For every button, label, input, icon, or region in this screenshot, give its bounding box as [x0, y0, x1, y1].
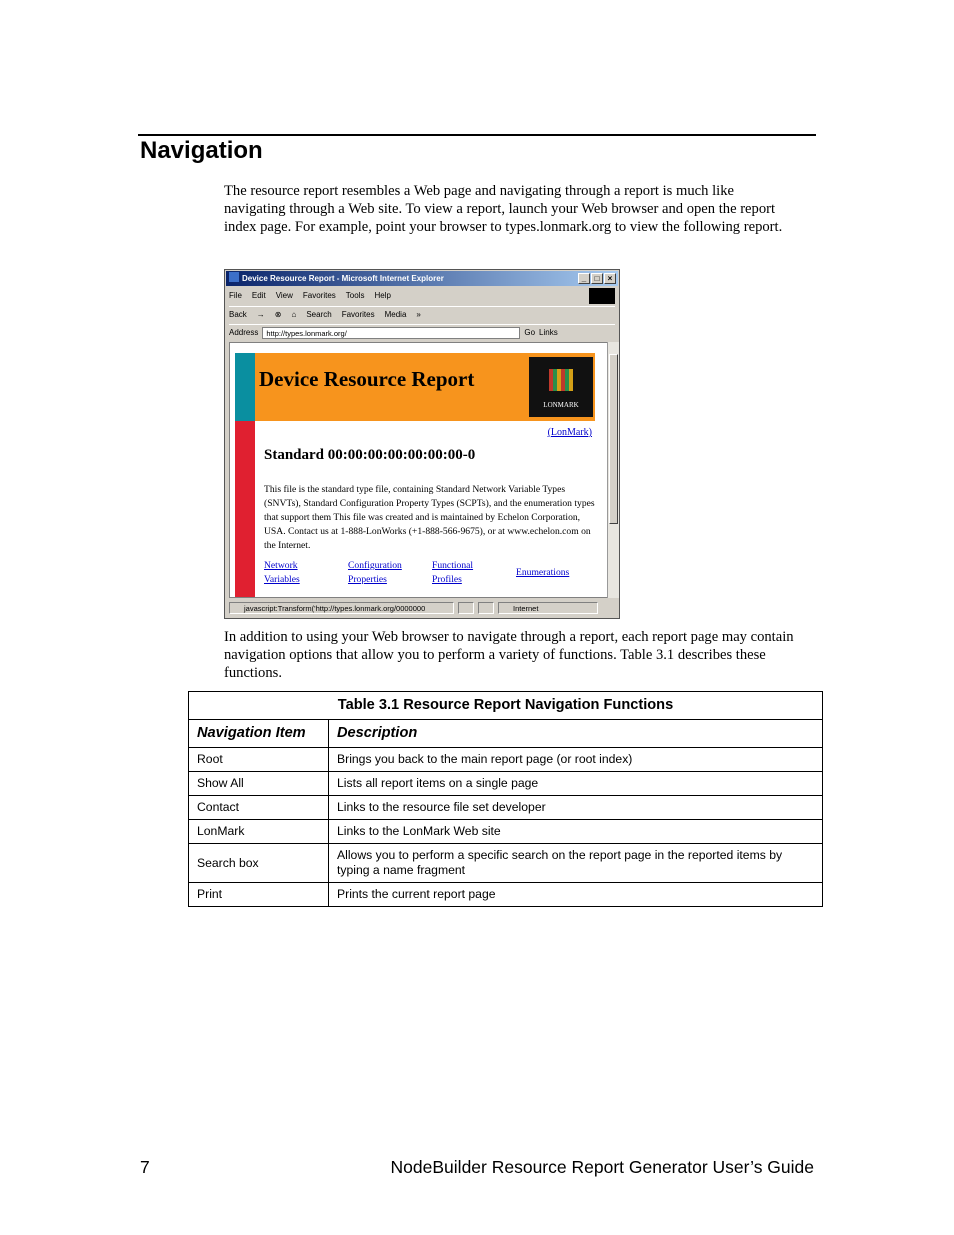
table-row — [189, 796, 823, 820]
table-cell-item: Contact — [189, 796, 329, 820]
go-button: Go — [524, 328, 536, 337]
favorites-button: Favorites — [341, 310, 375, 319]
status-bar — [229, 601, 615, 615]
table-cell-item: Print — [189, 883, 329, 907]
page-viewport — [229, 342, 609, 598]
menu-file: File — [229, 291, 242, 300]
stop-button: ⊗ — [274, 310, 282, 319]
navigation-functions-table — [188, 691, 823, 907]
status-cell — [478, 602, 494, 614]
table-cell-item: LonMark — [189, 820, 329, 844]
lonmark-logo-icon — [549, 369, 573, 391]
table-row — [189, 748, 823, 772]
section-rule — [138, 134, 816, 136]
after-figure-paragraph: In addition to using your Web browser to navigate through a report, each report page may contain navigation options that allow you to perform a variety of functions. Table 3.1 describes these functions. — [224, 629, 794, 681]
window-titlebar — [226, 271, 618, 286]
close-button: × — [604, 273, 616, 284]
forward-button: → — [256, 310, 265, 319]
browser-screenshot — [224, 269, 620, 619]
ie-icon — [229, 272, 239, 282]
lonmark-link: (LonMark) — [547, 427, 592, 438]
lonmark-logo-text: LONMARK — [543, 401, 579, 409]
table-cell-item: Show All — [189, 772, 329, 796]
table-cell-description: Prints the current report page — [329, 883, 823, 907]
table-cell-item: Root — [189, 748, 329, 772]
red-sidebar-bar — [235, 421, 255, 597]
standard-description: This file is the standard type file, containing Standard Network Variable Types (SNVTs), Standard Configuration Property Types (SCPTs), and the enumeration types that support them This file was created and is maintained by Echelon Corporation, USA. Contact us at 1-888-LonWorks (+1-888-566-9675), or at www.echelon.com on the Internet. — [264, 484, 595, 551]
network-variables-link: Network Variables — [264, 560, 300, 585]
table-row — [189, 820, 823, 844]
footer-title: NodeBuilder Resource Report Generator User’s Guide — [390, 1157, 814, 1177]
media-button: Media — [384, 310, 407, 319]
menu-view: View — [275, 291, 293, 300]
table-cell-description: Allows you to perform a specific search on the report page in the reported items by typing a name fragment — [329, 844, 823, 883]
intro-paragraph: The resource report resembles a Web page and navigating through a report is much like navigating through a Web site. To view a report, launch your Web browser and open the report index page. For example, point your browser to types.lonmark.org to view the following report. — [224, 183, 783, 235]
enumerations-link: Enumerations — [516, 567, 570, 578]
table-cell-description: Brings you back to the main report page (or root index) — [329, 748, 823, 772]
table-row — [189, 883, 823, 907]
status-zone: Internet — [498, 602, 598, 614]
menu-help: Help — [374, 291, 391, 300]
address-field: http://types.lonmark.org/ — [262, 327, 520, 339]
address-bar — [229, 324, 615, 340]
teal-sidebar-bar — [235, 353, 255, 421]
standard-title: Standard 00:00:00:00:00:00:00-0 — [264, 447, 476, 463]
back-button: Back — [229, 310, 247, 319]
toolbar — [229, 306, 615, 323]
table-cell-description: Links to the resource file set developer — [329, 796, 823, 820]
table-row — [189, 844, 823, 883]
banner-title: Device Resource Report — [259, 367, 475, 391]
table-cell-description: Links to the LonMark Web site — [329, 820, 823, 844]
table-cell-item: Search box — [189, 844, 329, 883]
table-header-description: Description — [329, 720, 823, 748]
menu-favorites: Favorites — [302, 291, 336, 300]
table-header-item: Navigation Item — [189, 720, 329, 748]
window-title: Device Resource Report - Microsoft Internet Explorer — [242, 274, 444, 283]
maximize-button: □ — [591, 273, 603, 284]
lonmark-logo — [529, 357, 593, 417]
window-buttons — [578, 273, 616, 284]
menu-bar — [229, 289, 391, 303]
more-chevron-icon: » — [416, 310, 421, 319]
home-button: ⌂ — [291, 310, 297, 319]
table-row — [189, 772, 823, 796]
menu-tools: Tools — [345, 291, 365, 300]
page-number: 7 — [140, 1157, 150, 1177]
table-cell-description: Lists all report items on a single page — [329, 772, 823, 796]
address-label: Address — [229, 328, 259, 337]
search-button: Search — [306, 310, 332, 319]
menu-edit: Edit — [251, 291, 266, 300]
configuration-properties-link: Configuration Properties — [348, 560, 402, 585]
scrollbar — [607, 342, 619, 598]
section-title: Navigation — [140, 137, 263, 164]
status-text: javascript:Transform('http://types.lonmark.org/0000000 — [229, 602, 454, 614]
table-caption: Table 3.1 Resource Report Navigation Functions — [189, 692, 823, 720]
status-cell — [458, 602, 474, 614]
report-banner — [255, 353, 595, 421]
functional-profiles-link: Functional Profiles — [432, 560, 474, 585]
windows-logo-icon — [589, 288, 615, 304]
minimize-button: _ — [578, 273, 590, 284]
scrollbar-thumb — [609, 354, 618, 524]
links-label: Links — [539, 328, 558, 337]
